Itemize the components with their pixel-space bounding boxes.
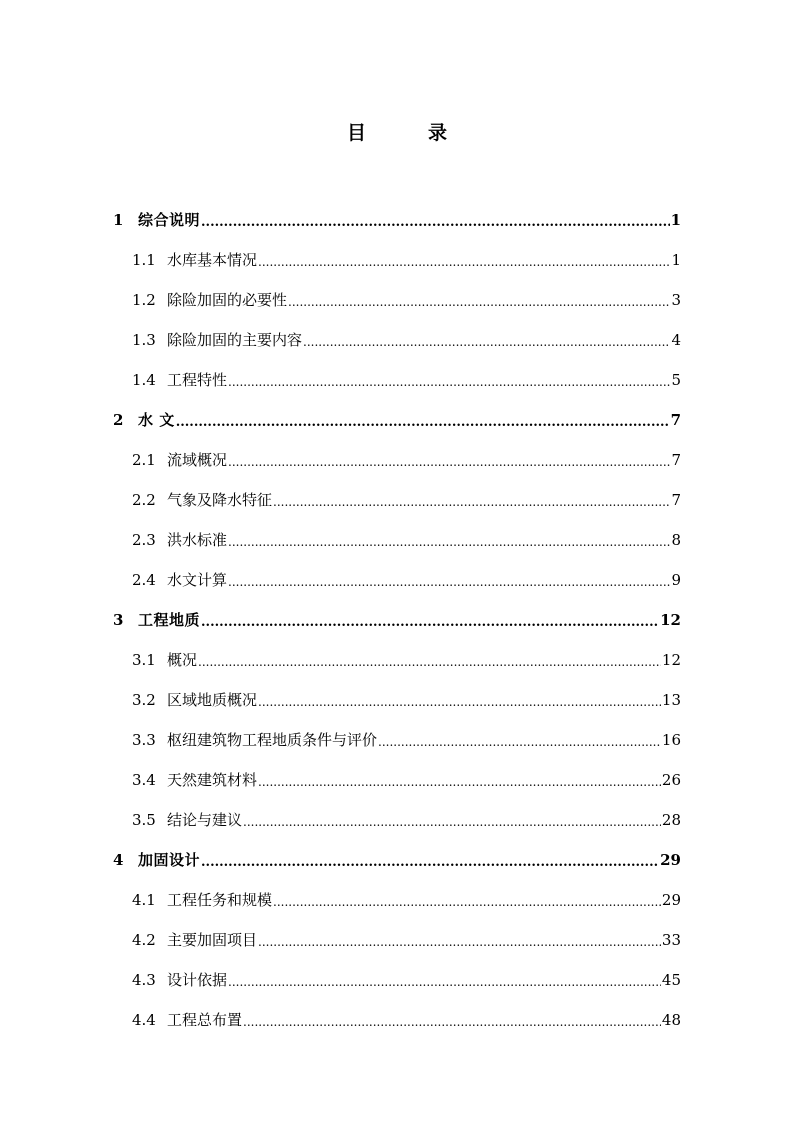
toc-section-entry[interactable] [113,920,681,960]
entry-page-number: 7 [671,450,681,469]
entry-page-number: 1 [670,210,681,229]
dot-leader [201,616,659,629]
entry-page-number: 29 [661,890,681,909]
entry-page-number: 8 [671,530,681,549]
entry-page-number: 26 [661,770,681,789]
entry-text: 主要加固项目 [167,930,258,949]
toc-section-entry[interactable] [113,1000,681,1040]
entry-text: 概况 [167,650,198,669]
entry-text: 区域地质概况 [167,690,258,709]
entry-text: 工程总布置 [167,1010,243,1029]
toc-title-part1: 目 [346,122,366,144]
entry-text: 综合说明 [138,210,201,229]
dot-leader [288,296,670,308]
entry-number: 3.3 [132,730,156,749]
entry-page-number: 29 [660,850,681,869]
entry-number: 2 [113,410,124,429]
toc-section-entry[interactable] [113,480,681,520]
entry-number: 4.4 [132,1010,156,1029]
entry-text: 洪水标准 [167,530,228,549]
entry-page-number: 48 [661,1010,681,1029]
toc-section-entry[interactable] [113,280,681,320]
toc-section-entry[interactable] [113,800,681,840]
entry-text: 流域概况 [167,450,228,469]
entry-number: 2.1 [132,450,156,469]
entry-page-number: 16 [661,730,681,749]
dot-leader [378,736,661,748]
toc-section-entry[interactable] [113,760,681,800]
entry-number: 4.2 [132,930,156,949]
entry-text: 工程任务和规模 [167,890,273,909]
entry-page-number: 12 [660,610,681,629]
entry-page-number: 3 [671,290,681,309]
entry-number: 2.2 [132,490,156,509]
dot-leader [303,336,670,348]
toc-section-entry[interactable] [113,640,681,680]
entry-number: 1.3 [132,330,156,349]
toc-section-entry[interactable] [113,680,681,720]
entry-page-number: 13 [661,690,681,709]
dot-leader [228,576,670,588]
entry-number: 3.1 [132,650,156,669]
entry-text: 结论与建议 [167,810,243,829]
dot-leader [243,1016,661,1028]
entry-number: 1.4 [132,370,156,389]
entry-page-number: 7 [671,490,681,509]
toc-list [113,200,681,1040]
entry-page-number: 1 [671,250,681,269]
entry-text: 水库基本情况 [167,250,258,269]
entry-text: 设计依据 [167,970,228,989]
dot-leader [176,416,670,429]
dot-leader [243,816,661,828]
dot-leader [228,376,670,388]
toc-title [0,118,794,145]
entry-number: 4 [113,850,124,869]
dot-leader [258,696,661,708]
entry-number: 2.3 [132,530,156,549]
entry-number: 2.4 [132,570,156,589]
entry-number: 4.1 [132,890,156,909]
entry-page-number: 28 [661,810,681,829]
entry-number: 1 [113,210,124,229]
entry-text: 加固设计 [138,850,201,869]
entry-text: 天然建筑材料 [167,770,258,789]
entry-page-number: 9 [671,570,681,589]
entry-number: 4.3 [132,970,156,989]
dot-leader [228,536,670,548]
dot-leader [228,976,661,988]
entry-text: 枢纽建筑物工程地质条件与评价 [167,730,378,749]
dot-leader [258,256,670,268]
dot-leader [228,456,670,468]
dot-leader [198,656,661,668]
entry-page-number: 4 [671,330,681,349]
entry-text: 水文计算 [167,570,228,589]
entry-number: 3 [113,610,124,629]
dot-leader [201,856,659,869]
toc-chapter-entry[interactable] [113,840,681,880]
entry-page-number: 7 [670,410,681,429]
toc-section-entry[interactable] [113,720,681,760]
entry-text: 除险加固的必要性 [167,290,288,309]
toc-section-entry[interactable] [113,360,681,400]
entry-text: 工程地质 [138,610,201,629]
toc-section-entry[interactable] [113,960,681,1000]
entry-number: 3.2 [132,690,156,709]
entry-text: 水 文 [138,410,175,429]
toc-section-entry[interactable] [113,880,681,920]
entry-text: 除险加固的主要内容 [167,330,303,349]
toc-section-entry[interactable] [113,320,681,360]
entry-text: 气象及降水特征 [167,490,273,509]
entry-text: 工程特性 [167,370,228,389]
entry-page-number: 33 [661,930,681,949]
toc-chapter-entry[interactable] [113,400,681,440]
toc-chapter-entry[interactable] [113,200,681,240]
toc-section-entry[interactable] [113,440,681,480]
toc-section-entry[interactable] [113,560,681,600]
dot-leader [273,496,670,508]
toc-title-part2: 录 [428,122,448,144]
toc-section-entry[interactable] [113,240,681,280]
entry-number: 3.5 [132,810,156,829]
entry-page-number: 45 [661,970,681,989]
toc-chapter-entry[interactable] [113,600,681,640]
entry-number: 1.1 [132,250,156,269]
entry-page-number: 5 [671,370,681,389]
toc-section-entry[interactable] [113,520,681,560]
dot-leader [273,896,661,908]
entry-number: 1.2 [132,290,156,309]
dot-leader [258,776,661,788]
entry-number: 3.4 [132,770,156,789]
entry-page-number: 12 [661,650,681,669]
dot-leader [258,936,661,948]
dot-leader [201,216,670,229]
